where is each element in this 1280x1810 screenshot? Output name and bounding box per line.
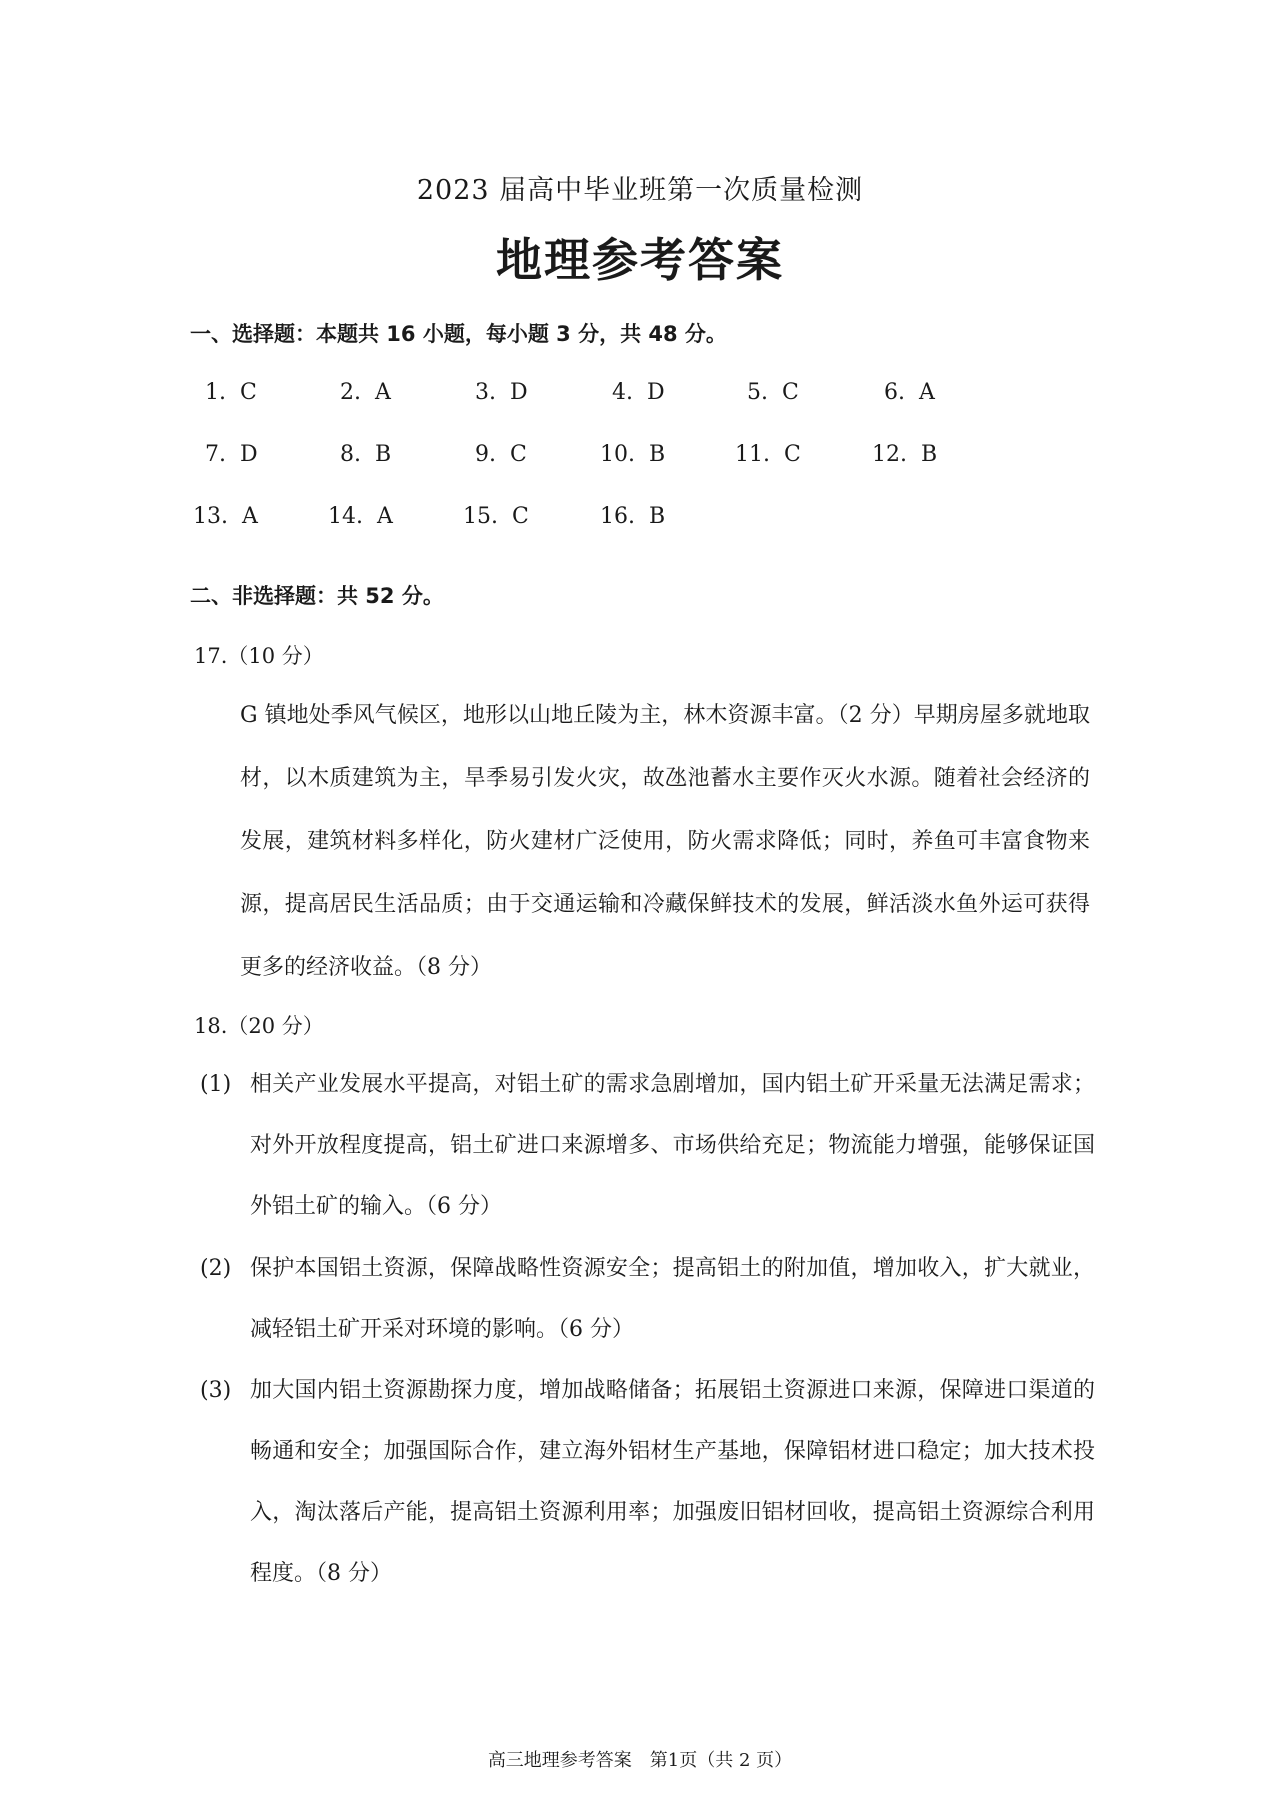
answer-item: 6. A bbox=[884, 380, 935, 405]
question-18-part-2 bbox=[200, 1238, 1095, 1360]
page-footer: 高三地理参考答案 第1页（共 2 页） bbox=[487, 1750, 793, 1771]
part-label: (3) bbox=[200, 1378, 232, 1403]
answer-item: 4. D bbox=[612, 380, 665, 405]
answer-item: 2. A bbox=[340, 380, 391, 405]
question-18-part-1 bbox=[200, 1054, 1095, 1237]
answer-item: 12. B bbox=[872, 442, 938, 467]
part-label: (1) bbox=[200, 1072, 232, 1097]
answer-item: 10. B bbox=[600, 442, 666, 467]
part-answer: 保护本国铝土资源，保障战略性资源安全；提高铝土的附加值，增加收入，扩大就业，减轻铝土矿开采对环境的影响。（6 分） bbox=[250, 1256, 1095, 1342]
answer-item: 7. D bbox=[205, 442, 258, 467]
answer-item: 15. C bbox=[463, 504, 529, 529]
answer-item: 8. B bbox=[340, 442, 392, 467]
answer-item: 3. D bbox=[475, 380, 528, 405]
part-answer: 相关产业发展水平提高，对铝土矿的需求急剧增加，国内铝土矿开采量无法满足需求；对外开放程度提高，铝土矿进口来源增多、市场供给充足；物流能力增强，能够保证国外铝土矿的输入。（6 分） bbox=[250, 1072, 1095, 1219]
section1-heading: 一、选择题：本题共 16 小题，每小题 3 分，共 48 分。 bbox=[190, 322, 727, 346]
question-18-label: 18.（20 分） bbox=[194, 1014, 324, 1038]
answer-item: 9. C bbox=[475, 442, 527, 467]
section2-heading: 二、非选择题：共 52 分。 bbox=[190, 584, 444, 608]
answer-item: 14. A bbox=[328, 504, 393, 529]
answer-item: 11. C bbox=[735, 442, 801, 467]
question-17-answer: G 镇地处季风气候区，地形以山地丘陵为主，林木资源丰富。（2 分）早期房屋多就地取材，以木质建筑为主，旱季易引发火灾，故氹池蓄水主要作灭火水源。随着社会经济的发展，建筑材料多样化，防火建材广泛使用，防火需求降低；同时，养鱼可丰富食物来源，提高居民生活品质；由于交通运输和冷藏保鲜技术的发展，鲜活淡水鱼外运可获得更多的经济收益。（8 分） bbox=[240, 703, 1090, 980]
part-answer: 加大国内铝土资源勘探力度，增加战略储备；拓展铝土资源进口来源，保障进口渠道的畅通和安全；加强国际合作，建立海外铝材生产基地，保障铝材进口稳定；加大技术投入，淘汰落后产能，提高铝土资源利用率；加强废旧铝材回收，提高铝土资源综合利用程度。（8 分） bbox=[250, 1378, 1095, 1586]
page-title: 地理参考答案 bbox=[496, 233, 784, 287]
question-18-part-3 bbox=[200, 1360, 1095, 1604]
answer-item: 5. C bbox=[747, 380, 799, 405]
part-label: (2) bbox=[200, 1256, 232, 1281]
question-17-label: 17.（10 分） bbox=[194, 644, 324, 668]
answer-item: 16. B bbox=[600, 504, 666, 529]
answer-item: 13. A bbox=[193, 504, 258, 529]
exam-subtitle: 2023 届高中毕业班第一次质量检测 bbox=[416, 175, 864, 206]
answer-item: 1. C bbox=[205, 380, 257, 405]
